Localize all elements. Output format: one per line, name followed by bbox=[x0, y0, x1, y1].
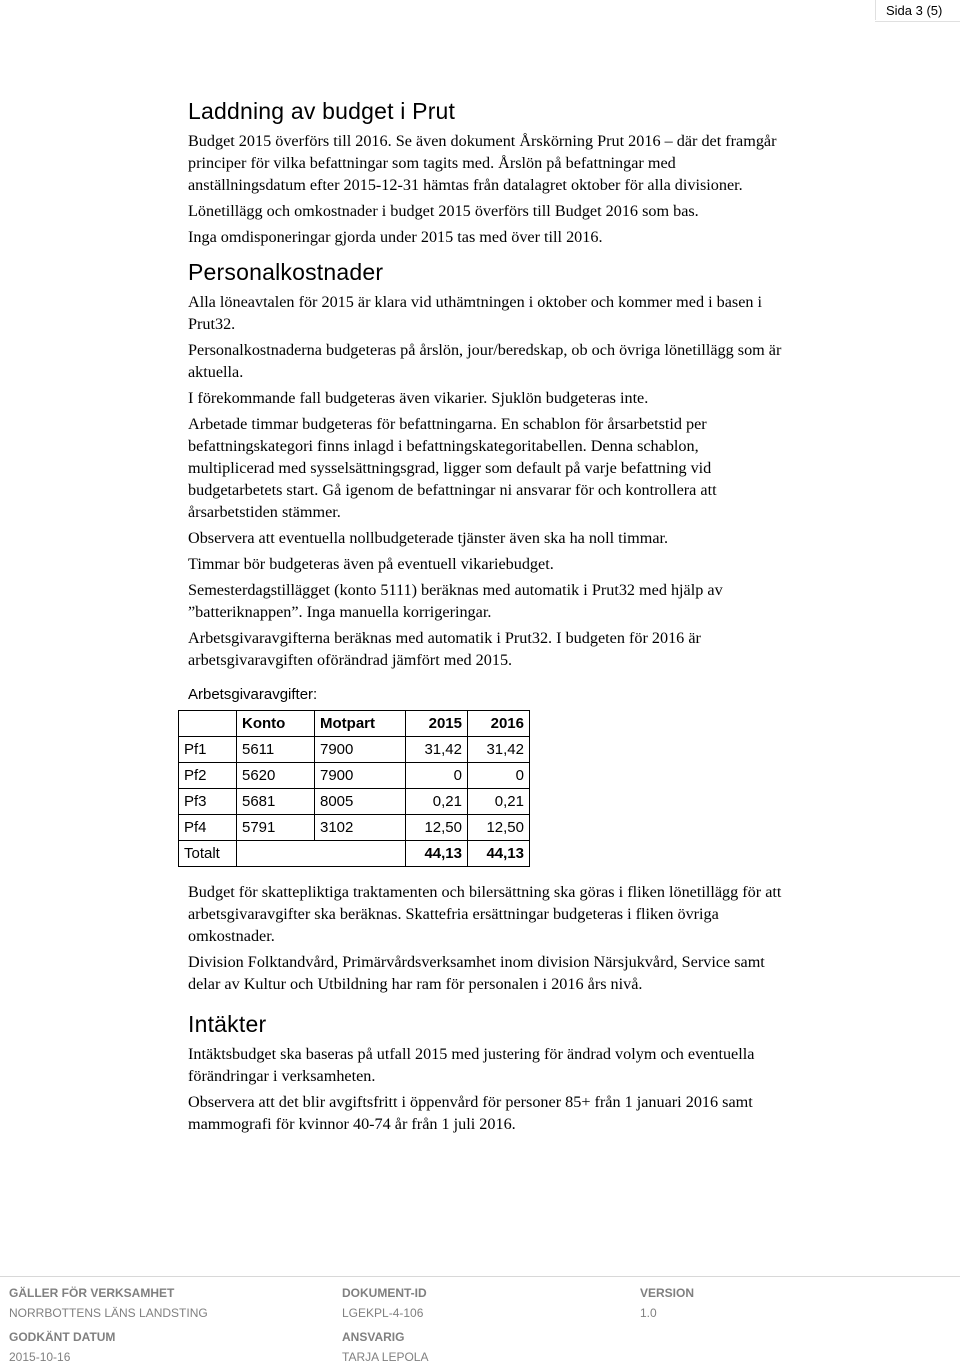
paragraph: Arbetsgivaravgifterna beräknas med automatik i Prut32. I budgeten för 2016 är arbetsgivaravgiften oförändrad jämfört med 2015. bbox=[188, 629, 701, 669]
table-cell: Pf1 bbox=[179, 737, 237, 763]
paragraph: Alla löneavtalen för 2015 är klara vid uthämtningen i oktober och kommer med i basen i Prut32. bbox=[188, 293, 763, 333]
table-cell: 5681 bbox=[237, 789, 315, 815]
table-total-row bbox=[179, 841, 530, 867]
table-row bbox=[179, 763, 530, 789]
table-cell: Pf4 bbox=[179, 815, 237, 841]
paragraph: Arbetade timmar budgeteras för befattningarna. En schablon för årsarbetstid per befattningskategori finns inlagd i befattningskategoritabellen. Denna schablon, multiplicerad med sysselsättningsgrad, ligger som default på varje befattning vid budgetarbetets start. Gå igenom de befattningar ni ansvarar för och kontrollera att årsarbetstiden stämmer. bbox=[188, 415, 717, 521]
table-header-cell: 2016 bbox=[468, 711, 530, 737]
table-header-row bbox=[179, 711, 530, 737]
paragraph: Personalkostnaderna budgeteras på årslön, jour/beredskap, ob och övriga lönetillägg som är aktuella. bbox=[188, 341, 782, 381]
table-header-cell: Konto bbox=[237, 711, 315, 737]
heading-budget-loading: Laddning av budget i Prut bbox=[188, 98, 456, 124]
paragraph: Division Folktandvård, Primärvårdsverksamhet inom division Närsjukvård, Service samt delar av Kultur och Utbildning har ram för personalen i 2016 års nivå. bbox=[188, 953, 765, 993]
footer-doc-id-value: LGEKPL-4-106 bbox=[342, 1306, 424, 1320]
table-header-cell bbox=[179, 711, 237, 737]
footer-version-label: VERSION bbox=[640, 1286, 695, 1300]
paragraph: Budget 2015 överförs till 2016. Se även dokument Årskörning Prut 2016 – där det framgår principer för vilka befattningar som tagits med. Årslön på befattningar med anställningsdatum efter 2015-12-31 hämtas från datalagret oktober för alla divisioner. bbox=[188, 132, 777, 194]
table-cell: 8005 bbox=[315, 789, 406, 815]
table-caption: Arbetsgivaravgifter: bbox=[188, 686, 318, 703]
table-cell: 0,21 bbox=[468, 789, 530, 815]
table-header-cell: 2015 bbox=[406, 711, 468, 737]
table-cell: 5620 bbox=[237, 763, 315, 789]
document-footer bbox=[0, 1276, 960, 1364]
table-header-cell: Motpart bbox=[315, 711, 406, 737]
table-cell: 0 bbox=[406, 763, 468, 789]
table-cell: 7900 bbox=[315, 737, 406, 763]
heading-personnel-costs: Personalkostnader bbox=[188, 259, 384, 285]
document-body bbox=[184, 96, 788, 1135]
table-cell: Totalt bbox=[179, 841, 237, 867]
paragraph: Observera att eventuella nollbudgeterade tjänster även ska ha noll timmar. bbox=[188, 529, 669, 547]
paragraph: Timmar bör budgeteras även på eventuell vikariebudget. bbox=[188, 555, 554, 573]
table-cell: Pf2 bbox=[179, 763, 237, 789]
footer-doc-id-label: DOKUMENT-ID bbox=[342, 1286, 427, 1300]
table-cell: 0 bbox=[468, 763, 530, 789]
page-number: Sida 3 (5) bbox=[875, 0, 955, 20]
table-cell: Pf3 bbox=[179, 789, 237, 815]
table-cell bbox=[237, 841, 406, 867]
table-cell: 44,13 bbox=[468, 841, 530, 867]
paragraph: Observera att det blir avgiftsfritt i öppenvård för personer 85+ från 1 januari 2016 samt mammografi för kvinnor 40-74 år från 1 juli 2016. bbox=[188, 1093, 753, 1133]
table-row bbox=[179, 789, 530, 815]
paragraph: Inga omdisponeringar gjorda under 2015 tas med över till 2016. bbox=[188, 228, 603, 246]
paragraph: Intäktsbudget ska baseras på utfall 2015 med justering för ändrad volym och eventuella förändringar i verksamheten. bbox=[188, 1045, 755, 1085]
table-row bbox=[179, 815, 530, 841]
table-cell: 5611 bbox=[237, 737, 315, 763]
paragraph: Budget för skattepliktiga traktamenten och bilersättning ska göras i fliken lönetillägg för att arbetsgivaravgifter ska beräknas. Skattefria ersättningar budgeteras i fliken övriga omkostnader. bbox=[188, 883, 782, 945]
table-cell: 12,50 bbox=[406, 815, 468, 841]
paragraph: Semesterdagstillägget (konto 5111) beräknas med automatik i Prut32 med hjälp av ”batteriknappen”. Inga manuella korrigeringar. bbox=[188, 581, 723, 621]
employer-contributions-table bbox=[178, 710, 530, 867]
table-row bbox=[179, 737, 530, 763]
table-cell: 7900 bbox=[315, 763, 406, 789]
paragraph: I förekommande fall budgeteras även vikarier. Sjuklön budgeteras inte. bbox=[188, 389, 649, 407]
heading-revenue: Intäkter bbox=[188, 1011, 267, 1037]
footer-approved-date-value: 2015-10-16 bbox=[9, 1350, 71, 1364]
footer-responsible-label: ANSVARIG bbox=[342, 1330, 405, 1344]
table-cell: 31,42 bbox=[468, 737, 530, 763]
footer-approved-date-label: GODKÄNT DATUM bbox=[9, 1330, 116, 1344]
table-cell: 3102 bbox=[315, 815, 406, 841]
table-cell: 12,50 bbox=[468, 815, 530, 841]
footer-responsible-value: TARJA LEPOLA bbox=[342, 1350, 429, 1364]
table-cell: 31,42 bbox=[406, 737, 468, 763]
table-cell: 0,21 bbox=[406, 789, 468, 815]
table-cell: 5791 bbox=[237, 815, 315, 841]
paragraph: Lönetillägg och omkostnader i budget 2015 överförs till Budget 2016 som bas. bbox=[188, 202, 699, 220]
page-number-divider bbox=[875, 21, 960, 22]
table-cell: 44,13 bbox=[406, 841, 468, 867]
footer-valid-for-label: GÄLLER FÖR VERKSAMHET bbox=[9, 1286, 175, 1300]
footer-version-value: 1.0 bbox=[640, 1306, 657, 1320]
footer-valid-for-value: NORRBOTTENS LÄNS LANDSTING bbox=[9, 1306, 208, 1320]
